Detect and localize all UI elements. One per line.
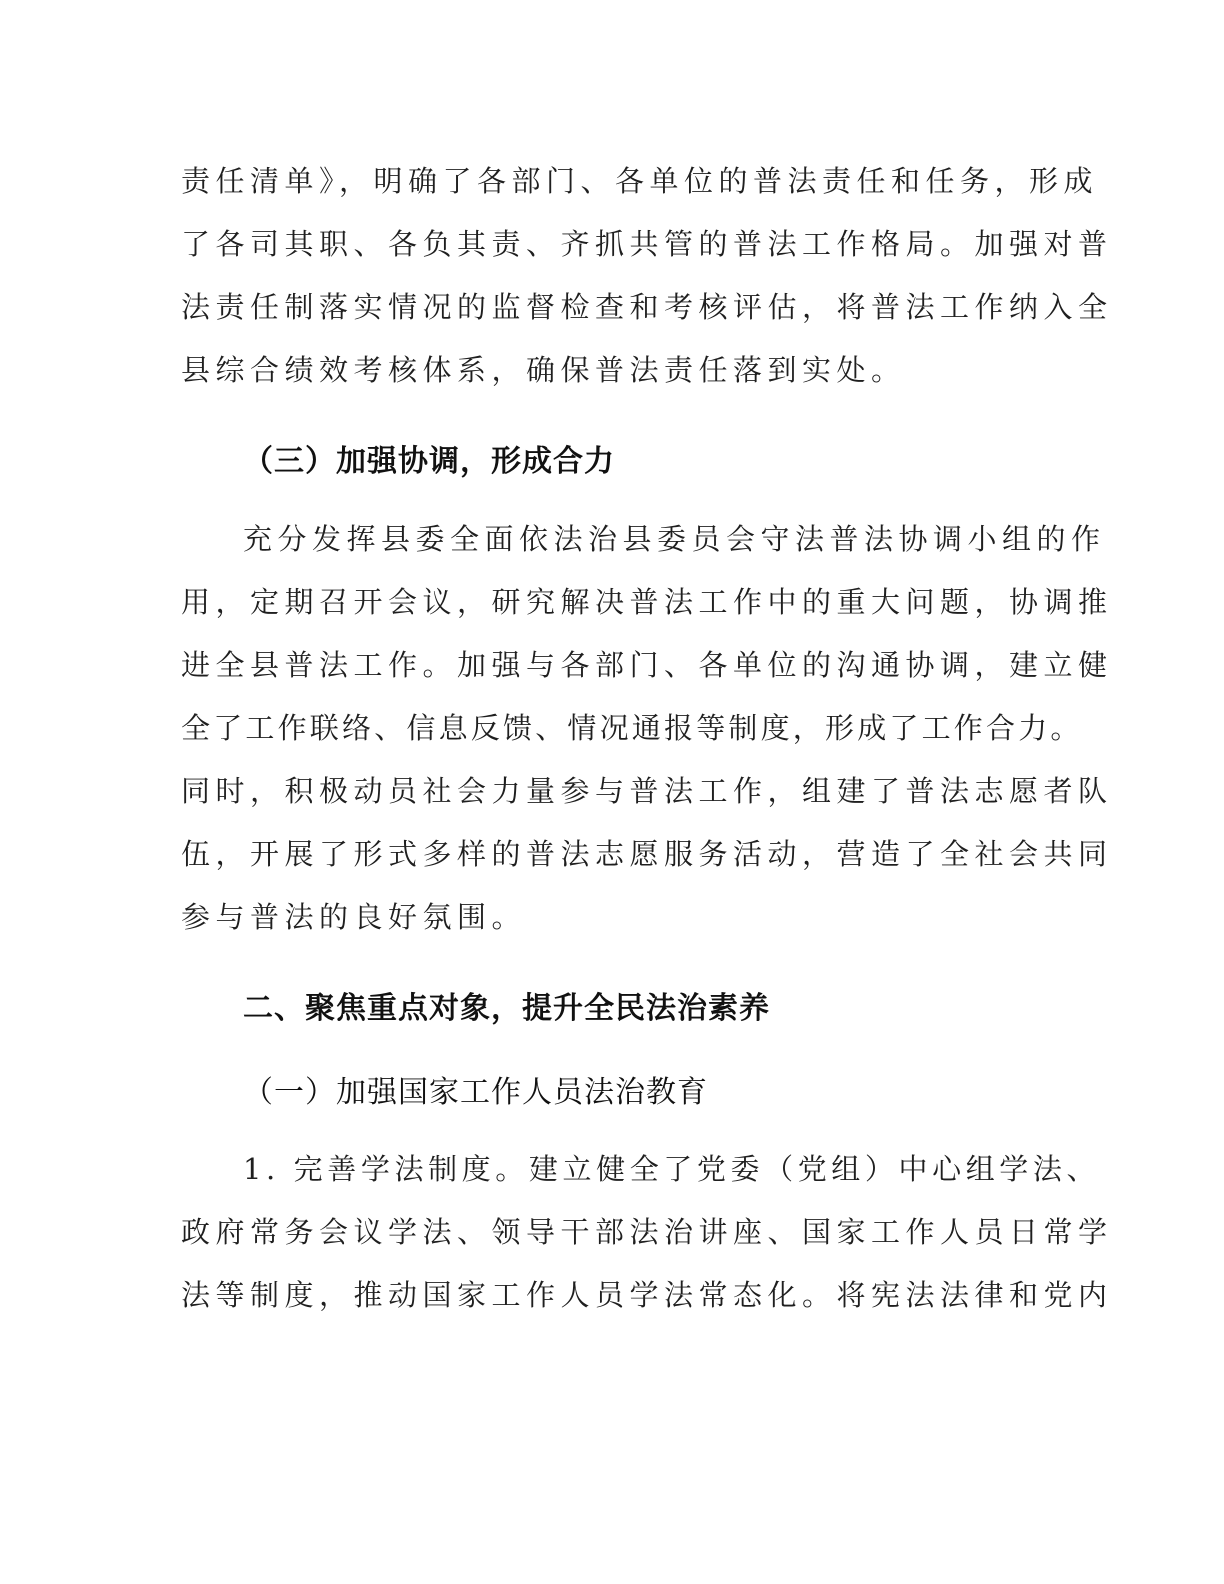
text-line: 进全县普法工作。加强与各部门、各单位的沟通协调，建立健 [181,648,1113,682]
text-line: 伍，开展了形式多样的普法志愿服务活动，营造了全社会共同 [181,837,1113,871]
subsection-heading-coordination: （三）加强协调，形成合力 [243,444,615,479]
subsection-heading-officials: （一）加强国家工作人员法治教育 [243,1075,708,1110]
text-line: 了各司其职、各负其责、齐抓共管的普法工作格局。加强对普 [181,227,1113,261]
text-line: 法等制度，推动国家工作人员学法常态化。将宪法法律和党内 [181,1278,1113,1312]
text-line: 1. 完善学法制度。建立健全了党委（党组）中心组学法、 [243,1152,1101,1186]
text-line: 县综合绩效考核体系，确保普法责任落到实处。 [181,353,906,387]
text-line: 法责任制落实情况的监督检查和考核评估，将普法工作纳入全 [181,290,1113,324]
paragraph-study-system [181,1138,1113,1327]
text-line: 同时，积极动员社会力量参与普法工作，组建了普法志愿者队 [181,774,1113,808]
paragraph-responsibility [181,150,1113,402]
text-line: 用，定期召开会议，研究解决普法工作中的重大问题，协调推 [181,585,1113,619]
text-line: 政府常务会议学法、领导干部法治讲座、国家工作人员日常学 [181,1215,1113,1249]
text-line: 参与普法的良好氛围。 [181,900,527,934]
text-line: 责任清单》，明确了各部门、各单位的普法责任和任务，形成 [181,164,1099,198]
paragraph-coordination [181,508,1113,949]
text-line: 全了工作联络、信息反馈、情况通报等制度，形成了工作合力。 [181,711,1083,745]
text-line: 充分发挥县委全面依法治县委员会守法普法协调小组的作 [243,522,1106,556]
section-heading-key-targets: 二、聚焦重点对象，提升全民法治素养 [243,991,770,1026]
